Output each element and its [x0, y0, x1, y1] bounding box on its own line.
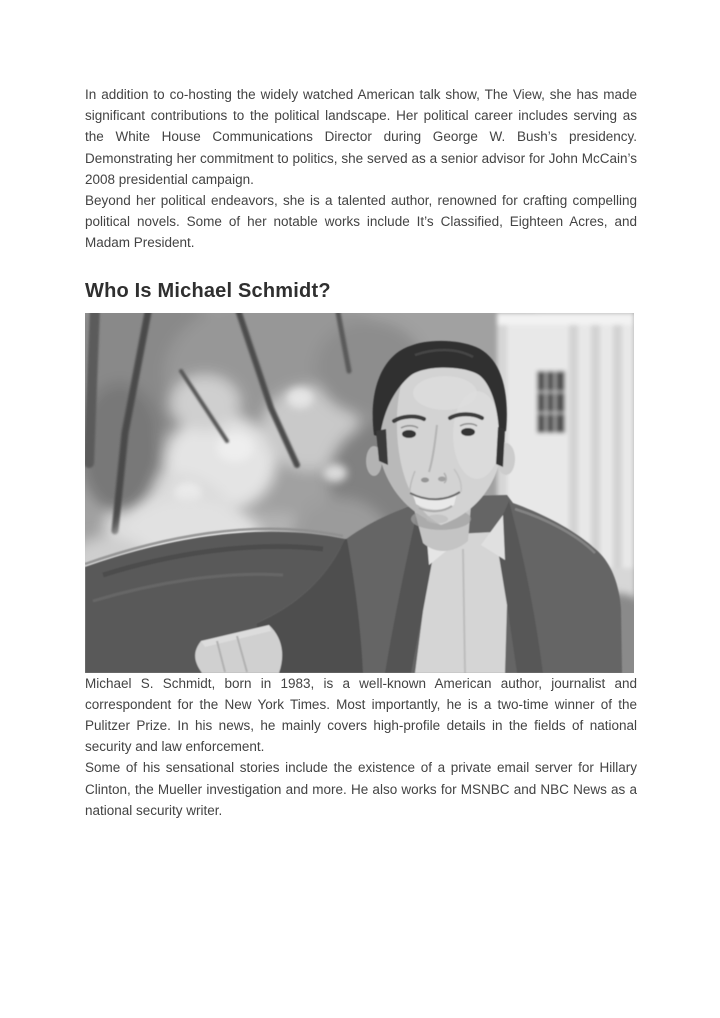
paragraph-schmidt-bio: Michael S. Schmidt, born in 1983, is a well-known American author, journalist and correspondent for the New York Times. Most importantly, he is a two-time winner of the Pulitzer Prize. In his news, he mainly covers high-profile details in the fields of national security and law enforcement.: [85, 675, 637, 755]
portrait-photo-graphic: [85, 313, 634, 673]
paragraph-view-career: In addition to co-hosting the widely watched American talk show, The View, she has made significant contributions to the political landscape. Her political career includes serving as the White House Communications Director during George W. Bush’s presidency. Demonstrating her commitment to politics, she served as a senior advisor for John McCain’s 2008 presidential campaign.: [85, 87, 637, 187]
section-heading-who-is-michael-schmidt: Who Is Michael Schmidt?: [85, 279, 331, 302]
michael-schmidt-photo: [85, 313, 634, 673]
paragraph-author-works: Beyond her political endeavors, she is a talented author, renowned for crafting compelling political novels. Some of her notable works include It’s Classified, Eighteen Acres, and Madam President.: [85, 193, 637, 251]
paragraph-schmidt-stories: Some of his sensational stories include the existence of a private email server for Hillary Clinton, the Mueller investigation and more. He also works for MSNBC and NBC News as a national security writer.: [85, 760, 637, 818]
article-content: [85, 0, 637, 821]
